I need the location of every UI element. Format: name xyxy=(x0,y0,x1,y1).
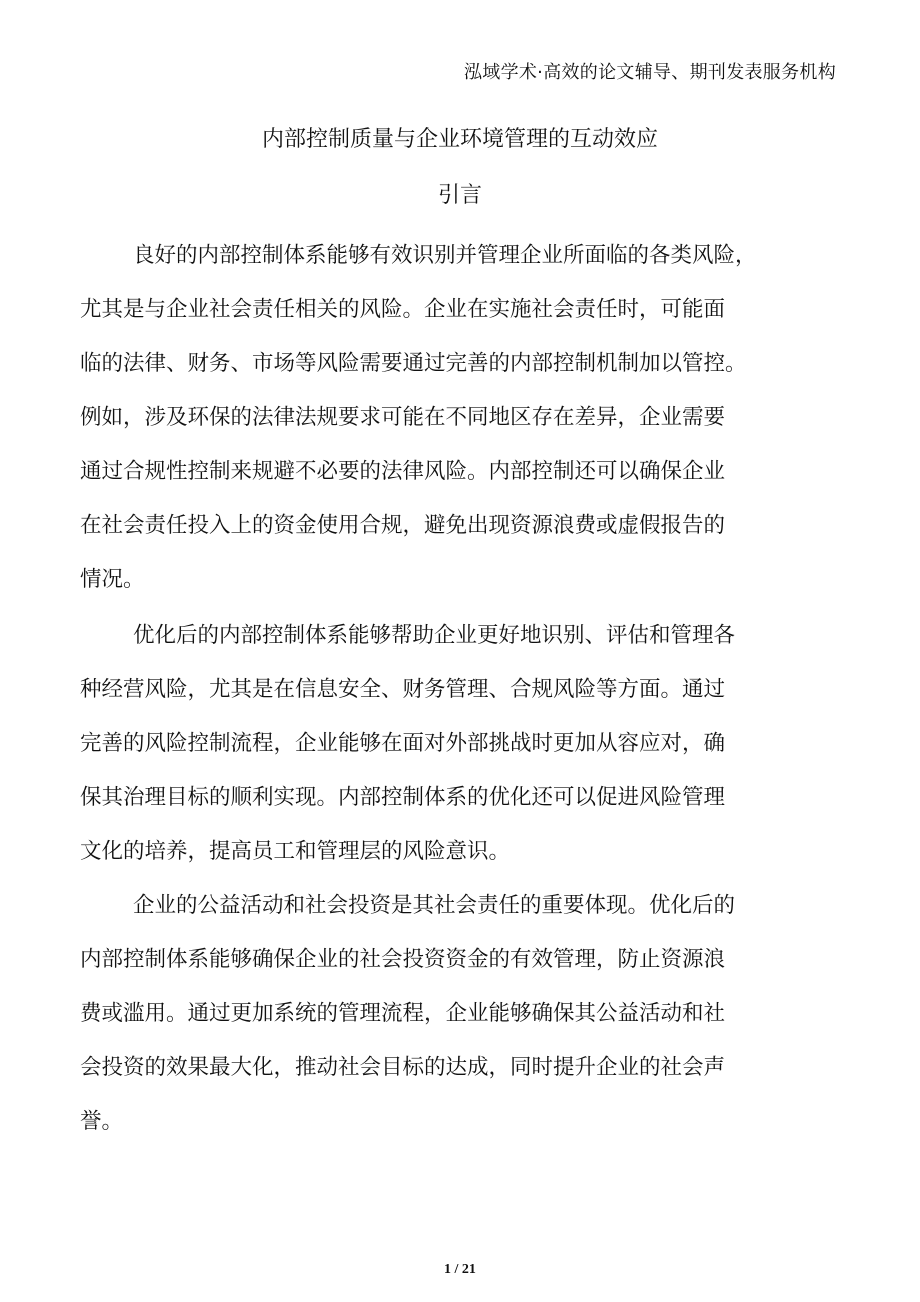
paragraph-line: 誉。 xyxy=(80,1109,124,1134)
paragraph-line: 内部控制体系能够确保企业的社会投资资金的有效管理，防止资源浪 xyxy=(80,947,726,972)
paragraph-line: 费或滥用。通过更加系统的管理流程，企业能够确保其公益活动和社 xyxy=(80,1001,726,1026)
paragraph-line: 尤其是与企业社会责任相关的风险。企业在实施社会责任时，可能面 xyxy=(80,297,726,322)
paragraph-line: 临的法律、财务、市场等风险需要通过完善的内部控制机制加以管控。 xyxy=(80,351,747,376)
paragraph-line: 通过合规性控制来规避不必要的法律风险。内部控制还可以确保企业 xyxy=(80,459,726,484)
paragraph-line: 企业的公益活动和社会投资是其社会责任的重要体现。优化后的 xyxy=(133,893,736,918)
header-organization: 泓域学术·高效的论文辅导、期刊发表服务机构 xyxy=(463,62,836,83)
paragraph-line: 例如，涉及环保的法律法规要求可能在不同地区存在差异，企业需要 xyxy=(80,405,726,430)
page-indicator: 1 / 21 xyxy=(444,1262,476,1277)
paragraph-2 xyxy=(80,609,735,879)
paragraph-line: 文化的培养，提高员工和管理层的风险意识。 xyxy=(80,839,511,864)
paragraph-line: 情况。 xyxy=(80,567,145,592)
section-heading-introduction: 引言 xyxy=(437,183,482,208)
paragraph-line: 优化后的内部控制体系能够帮助企业更好地识别、评估和管理各 xyxy=(133,623,736,648)
paragraph-line: 会投资的效果最大化，推动社会目标的达成，同时提升企业的社会声 xyxy=(80,1055,726,1080)
paragraph-line: 在社会责任投入上的资金使用合规，避免出现资源浪费或虚假报告的 xyxy=(80,513,726,538)
paragraph-line: 保其治理目标的顺利实现。内部控制体系的优化还可以促进风险管理 xyxy=(80,785,726,810)
paragraph-1 xyxy=(80,229,757,607)
paragraph-line: 完善的风险控制流程，企业能够在面对外部挑战时更加从容应对，确 xyxy=(80,731,726,756)
paragraph-line: 良好的内部控制体系能够有效识别并管理企业所面临的各类风险， xyxy=(133,243,757,268)
document-title: 内部控制质量与企业环境管理的互动效应 xyxy=(261,127,658,152)
paragraph-line: 种经营风险，尤其是在信息安全、财务管理、合规风险等方面。通过 xyxy=(80,677,726,702)
paragraph-3 xyxy=(80,879,735,1149)
